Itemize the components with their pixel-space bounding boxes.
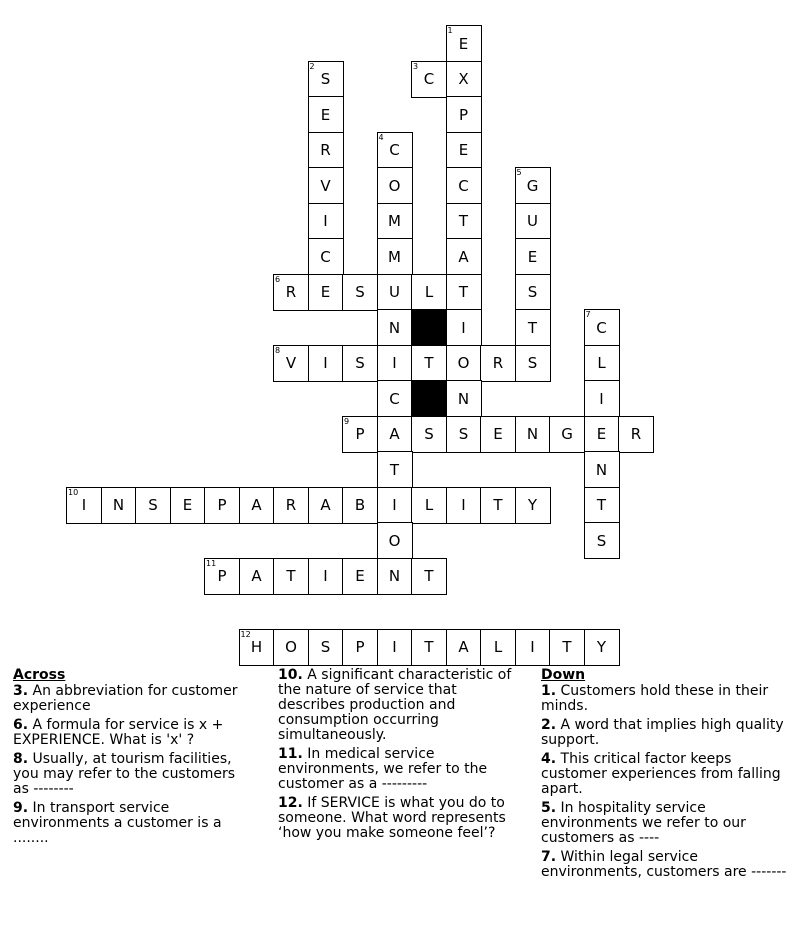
cell-letter: S (527, 283, 538, 301)
clue-text: Customers hold these in their minds. (541, 683, 769, 714)
clue-across-6 (13, 718, 248, 748)
grid-cell (308, 487, 344, 524)
clue-number-label: 5 (516, 168, 522, 177)
cell-letter: R (320, 141, 331, 159)
cell-letter: A (389, 425, 400, 443)
cell-letter: T (493, 496, 503, 514)
grid-cell (342, 629, 378, 666)
grid-cell (377, 345, 413, 382)
cell-letter: T (424, 638, 434, 656)
grid-cell (377, 238, 413, 275)
cell-letter: A (251, 496, 262, 514)
grid-cell (446, 274, 482, 311)
clue-across-12 (278, 796, 528, 841)
cell-letter: O (388, 176, 401, 195)
grid-cell (101, 487, 137, 524)
grid-cell (411, 558, 447, 595)
clue-number-label: 9 (344, 416, 350, 426)
clue-down-2 (541, 718, 796, 748)
clue-number: 11. (278, 746, 303, 762)
clue-down-5 (541, 801, 796, 846)
cell-letter: R (630, 425, 642, 443)
cell-letter: O (388, 531, 401, 550)
grid-cell (308, 558, 344, 595)
clue-down-1 (541, 684, 796, 714)
clue-number-label: 4 (378, 132, 384, 142)
grid-cell (411, 416, 447, 453)
clue-text: An abbreviation for customer experience (13, 683, 238, 714)
cell-letter: M (388, 212, 401, 230)
cell-letter: C (596, 318, 607, 337)
clue-text: In hospitality service environments we refer to our customers as ---- (541, 800, 746, 846)
clue-text: A significant characteristic of the nature of service that describes production and consumption occurring simultaneously. (278, 667, 512, 743)
grid-cell (377, 558, 413, 595)
cell-letter: C (423, 70, 435, 88)
grid-cell (515, 345, 551, 382)
across-heading: Across (13, 667, 66, 683)
cell-letter: I (323, 212, 328, 230)
cell-letter: M (388, 247, 401, 266)
cell-letter: U (527, 212, 538, 230)
grid-cell (342, 416, 378, 453)
cell-letter: N (457, 389, 470, 408)
grid-cell (480, 416, 516, 453)
grid-cell (377, 380, 413, 417)
grid-cell (308, 203, 344, 240)
grid-cell (584, 629, 620, 666)
grid-cell (515, 629, 551, 666)
cell-letter: N (388, 318, 401, 337)
grid-cell (273, 274, 309, 311)
grid-cell (135, 487, 171, 524)
grid-cell (377, 416, 413, 453)
grid-cell (273, 487, 309, 524)
clue-across-8 (13, 752, 248, 797)
cell-letter: L (424, 496, 434, 514)
cell-letter: I (392, 638, 397, 656)
grid-cell (584, 487, 620, 524)
clue-number-label: 10 (68, 487, 79, 497)
cell-letter: C (389, 389, 400, 408)
clue-across-11 (278, 747, 528, 792)
grid-cell (446, 167, 482, 204)
grid-cell (446, 345, 482, 382)
grid-cell (446, 96, 482, 133)
cell-letter: S (527, 354, 538, 372)
cell-letter: I (530, 638, 535, 656)
grid-cell (308, 629, 344, 666)
grid-cell (618, 416, 654, 453)
clue-down-7 (541, 850, 796, 880)
grid-cell (342, 345, 378, 382)
cell-letter: S (148, 496, 158, 514)
cell-letter: E (182, 496, 193, 514)
clue-number: 7. (541, 849, 557, 865)
cell-letter: T (458, 283, 469, 301)
clue-number-label: 7 (585, 310, 591, 319)
grid-cell (377, 629, 413, 666)
cell-letter: I (392, 354, 397, 372)
cell-letter: A (458, 247, 469, 266)
cell-letter: I (323, 567, 328, 585)
cell-letter: N (112, 496, 125, 514)
cell-letter: T (562, 638, 572, 656)
cell-letter: Y (596, 638, 607, 656)
cell-letter: V (285, 354, 297, 372)
clue-number-label: 2 (309, 61, 315, 71)
clue-number: 5. (541, 800, 557, 816)
grid-cell (377, 451, 413, 488)
grid-cell (308, 167, 344, 204)
grid-cell (584, 451, 620, 488)
cell-letter: C (320, 247, 331, 266)
grid-cell (584, 380, 620, 417)
cell-letter: T (596, 496, 607, 514)
cell-letter: L (597, 354, 606, 372)
across-clues-continued (278, 668, 528, 845)
cell-letter: P (355, 425, 365, 443)
grid-cell (515, 203, 551, 240)
cell-letter: R (492, 354, 504, 372)
clue-across-10 (278, 668, 528, 743)
cell-letter: G (526, 176, 539, 195)
grid-cell (446, 203, 482, 240)
clue-text: Within legal service environments, customers are ------- (541, 849, 787, 880)
grid-cell (446, 629, 482, 666)
grid-cell (446, 238, 482, 275)
cell-letter: L (424, 283, 434, 301)
grid-cell (584, 309, 620, 346)
cell-letter: O (285, 638, 297, 656)
cell-letter: Y (527, 496, 538, 514)
cell-letter: A (251, 567, 262, 585)
clue-number: 12. (278, 795, 303, 811)
grid-cell (308, 96, 344, 133)
cell-letter: T (527, 318, 538, 337)
clue-text: In transport service environments a customer is a ........ (13, 800, 222, 846)
grid-cell (515, 274, 551, 311)
cell-letter: G (561, 425, 573, 443)
clue-number-label: 8 (275, 345, 281, 355)
down-clues (541, 668, 796, 884)
cell-letter: A (458, 638, 469, 656)
grid-cell (446, 416, 482, 453)
grid-cell (480, 629, 516, 666)
grid-cell (342, 274, 378, 311)
grid-cell (308, 132, 344, 169)
grid-cell (411, 629, 447, 666)
cell-letter: S (355, 354, 365, 372)
clue-number: 3. (13, 683, 29, 699)
cell-letter: E (355, 567, 365, 585)
grid-cell (308, 61, 344, 98)
cell-letter: I (323, 354, 328, 372)
clue-number: 2. (541, 717, 557, 733)
cell-letter: I (81, 496, 87, 514)
cell-letter: I (599, 389, 604, 408)
clue-number: 1. (541, 683, 557, 699)
cell-letter: P (458, 105, 469, 124)
down-heading: Down (541, 667, 586, 683)
cell-letter: T (458, 212, 469, 230)
grid-cell (204, 558, 240, 595)
cell-letter: N (526, 425, 539, 443)
cell-letter: I (461, 318, 466, 337)
grid-cell (239, 558, 275, 595)
grid-cell (584, 345, 620, 382)
cell-letter: S (596, 531, 607, 550)
grid-cell (446, 132, 482, 169)
grid-cell (584, 416, 620, 453)
grid-cell (308, 345, 344, 382)
grid-cell (377, 203, 413, 240)
grid-cell (515, 416, 551, 453)
clue-number-label: 1 (447, 26, 453, 35)
grid-cell (273, 558, 309, 595)
grid-cell (239, 487, 275, 524)
grid-cell (411, 487, 447, 524)
clue-number: 10. (278, 667, 303, 683)
cell-letter: U (389, 283, 400, 301)
grid-cell (446, 309, 482, 346)
clue-number: 9. (13, 800, 29, 816)
grid-cell (446, 61, 482, 98)
cell-letter: R (285, 496, 297, 514)
cell-letter: S (458, 425, 469, 443)
cell-letter: E (527, 247, 538, 266)
cell-letter: L (493, 638, 503, 656)
cell-letter: E (458, 34, 469, 53)
clue-number-label: 12 (240, 629, 251, 639)
grid-cell (377, 309, 413, 346)
grid-cell (446, 487, 482, 524)
cell-letter: C (389, 141, 400, 159)
cell-letter: E (320, 105, 331, 124)
cell-letter: S (320, 70, 331, 88)
grid-cell (480, 345, 516, 382)
grid-cell (446, 25, 482, 62)
cell-letter: S (320, 638, 331, 656)
clue-text: A formula for service is x + EXPERIENCE. What is 'x' ? (13, 717, 224, 748)
cell-letter: S (424, 425, 434, 443)
clue-text: This critical factor keeps customer experiences from falling apart. (541, 751, 781, 797)
grid-cell (411, 345, 447, 382)
across-clues (13, 668, 248, 850)
clue-number: 4. (541, 751, 557, 767)
clue-down-4 (541, 752, 796, 797)
cell-letter: E (458, 141, 469, 159)
clue-across-3 (13, 684, 248, 714)
grid-cell (377, 132, 413, 169)
cell-letter: T (286, 567, 296, 585)
grid-cell (239, 629, 275, 666)
grid-cell-black (411, 309, 447, 346)
cell-letter: I (392, 496, 397, 514)
cell-letter: E (320, 283, 331, 301)
grid-cell (342, 558, 378, 595)
grid-cell (308, 274, 344, 311)
cell-letter: E (596, 425, 607, 443)
grid-cell (480, 487, 516, 524)
clue-text: In medical service environments, we refer to the customer as a --------- (278, 746, 488, 792)
grid-cell (515, 487, 551, 524)
cell-letter: X (458, 70, 469, 88)
grid-cell (515, 309, 551, 346)
cell-letter: T (424, 567, 434, 585)
clue-number-label: 11 (206, 558, 217, 568)
grid-cell (549, 629, 585, 666)
clue-across-9 (13, 801, 248, 846)
cell-letter: S (355, 283, 365, 301)
clue-number-label: 6 (275, 274, 281, 284)
cell-letter: T (389, 460, 400, 479)
cell-letter: P (217, 567, 227, 585)
grid-cell (411, 274, 447, 311)
cell-letter: H (250, 638, 263, 656)
cell-letter: R (285, 283, 297, 301)
grid-cell (584, 522, 620, 559)
grid-cell (377, 167, 413, 204)
clue-text: If SERVICE is what you do to someone. What word represents ‘how you make someone feel’? (278, 795, 506, 841)
grid-cell (66, 487, 102, 524)
clue-text: Usually, at tourism facilities, you may refer to the customers as -------- (13, 751, 236, 797)
grid-cell (411, 61, 447, 98)
clue-text: A word that implies high quality support. (541, 717, 784, 748)
grid-cell (549, 416, 585, 453)
cell-letter: N (388, 567, 401, 585)
cell-letter: O (457, 354, 470, 372)
grid-cell (377, 274, 413, 311)
cell-letter: P (217, 496, 227, 514)
grid-cell (446, 380, 482, 417)
cell-letter: P (355, 638, 365, 656)
grid-cell (170, 487, 206, 524)
grid-cell (515, 167, 551, 204)
grid-cell (308, 238, 344, 275)
grid-cell (515, 238, 551, 275)
cell-letter: C (458, 176, 469, 195)
grid-cell (342, 487, 378, 524)
clue-number-label: 3 (413, 61, 419, 71)
grid-cell (273, 345, 309, 382)
grid-cell (204, 487, 240, 524)
clue-number: 6. (13, 717, 29, 733)
clue-number: 8. (13, 751, 29, 767)
cell-letter: T (424, 354, 434, 372)
cell-letter: I (461, 496, 466, 514)
grid-cell (377, 522, 413, 559)
cell-letter: V (320, 176, 331, 195)
cell-letter: E (493, 425, 503, 443)
grid-cell (377, 487, 413, 524)
cell-letter: A (320, 496, 331, 514)
grid-cell (273, 629, 309, 666)
cell-letter: B (354, 496, 366, 514)
cell-letter: N (595, 460, 608, 479)
grid-cell-black (411, 380, 447, 417)
